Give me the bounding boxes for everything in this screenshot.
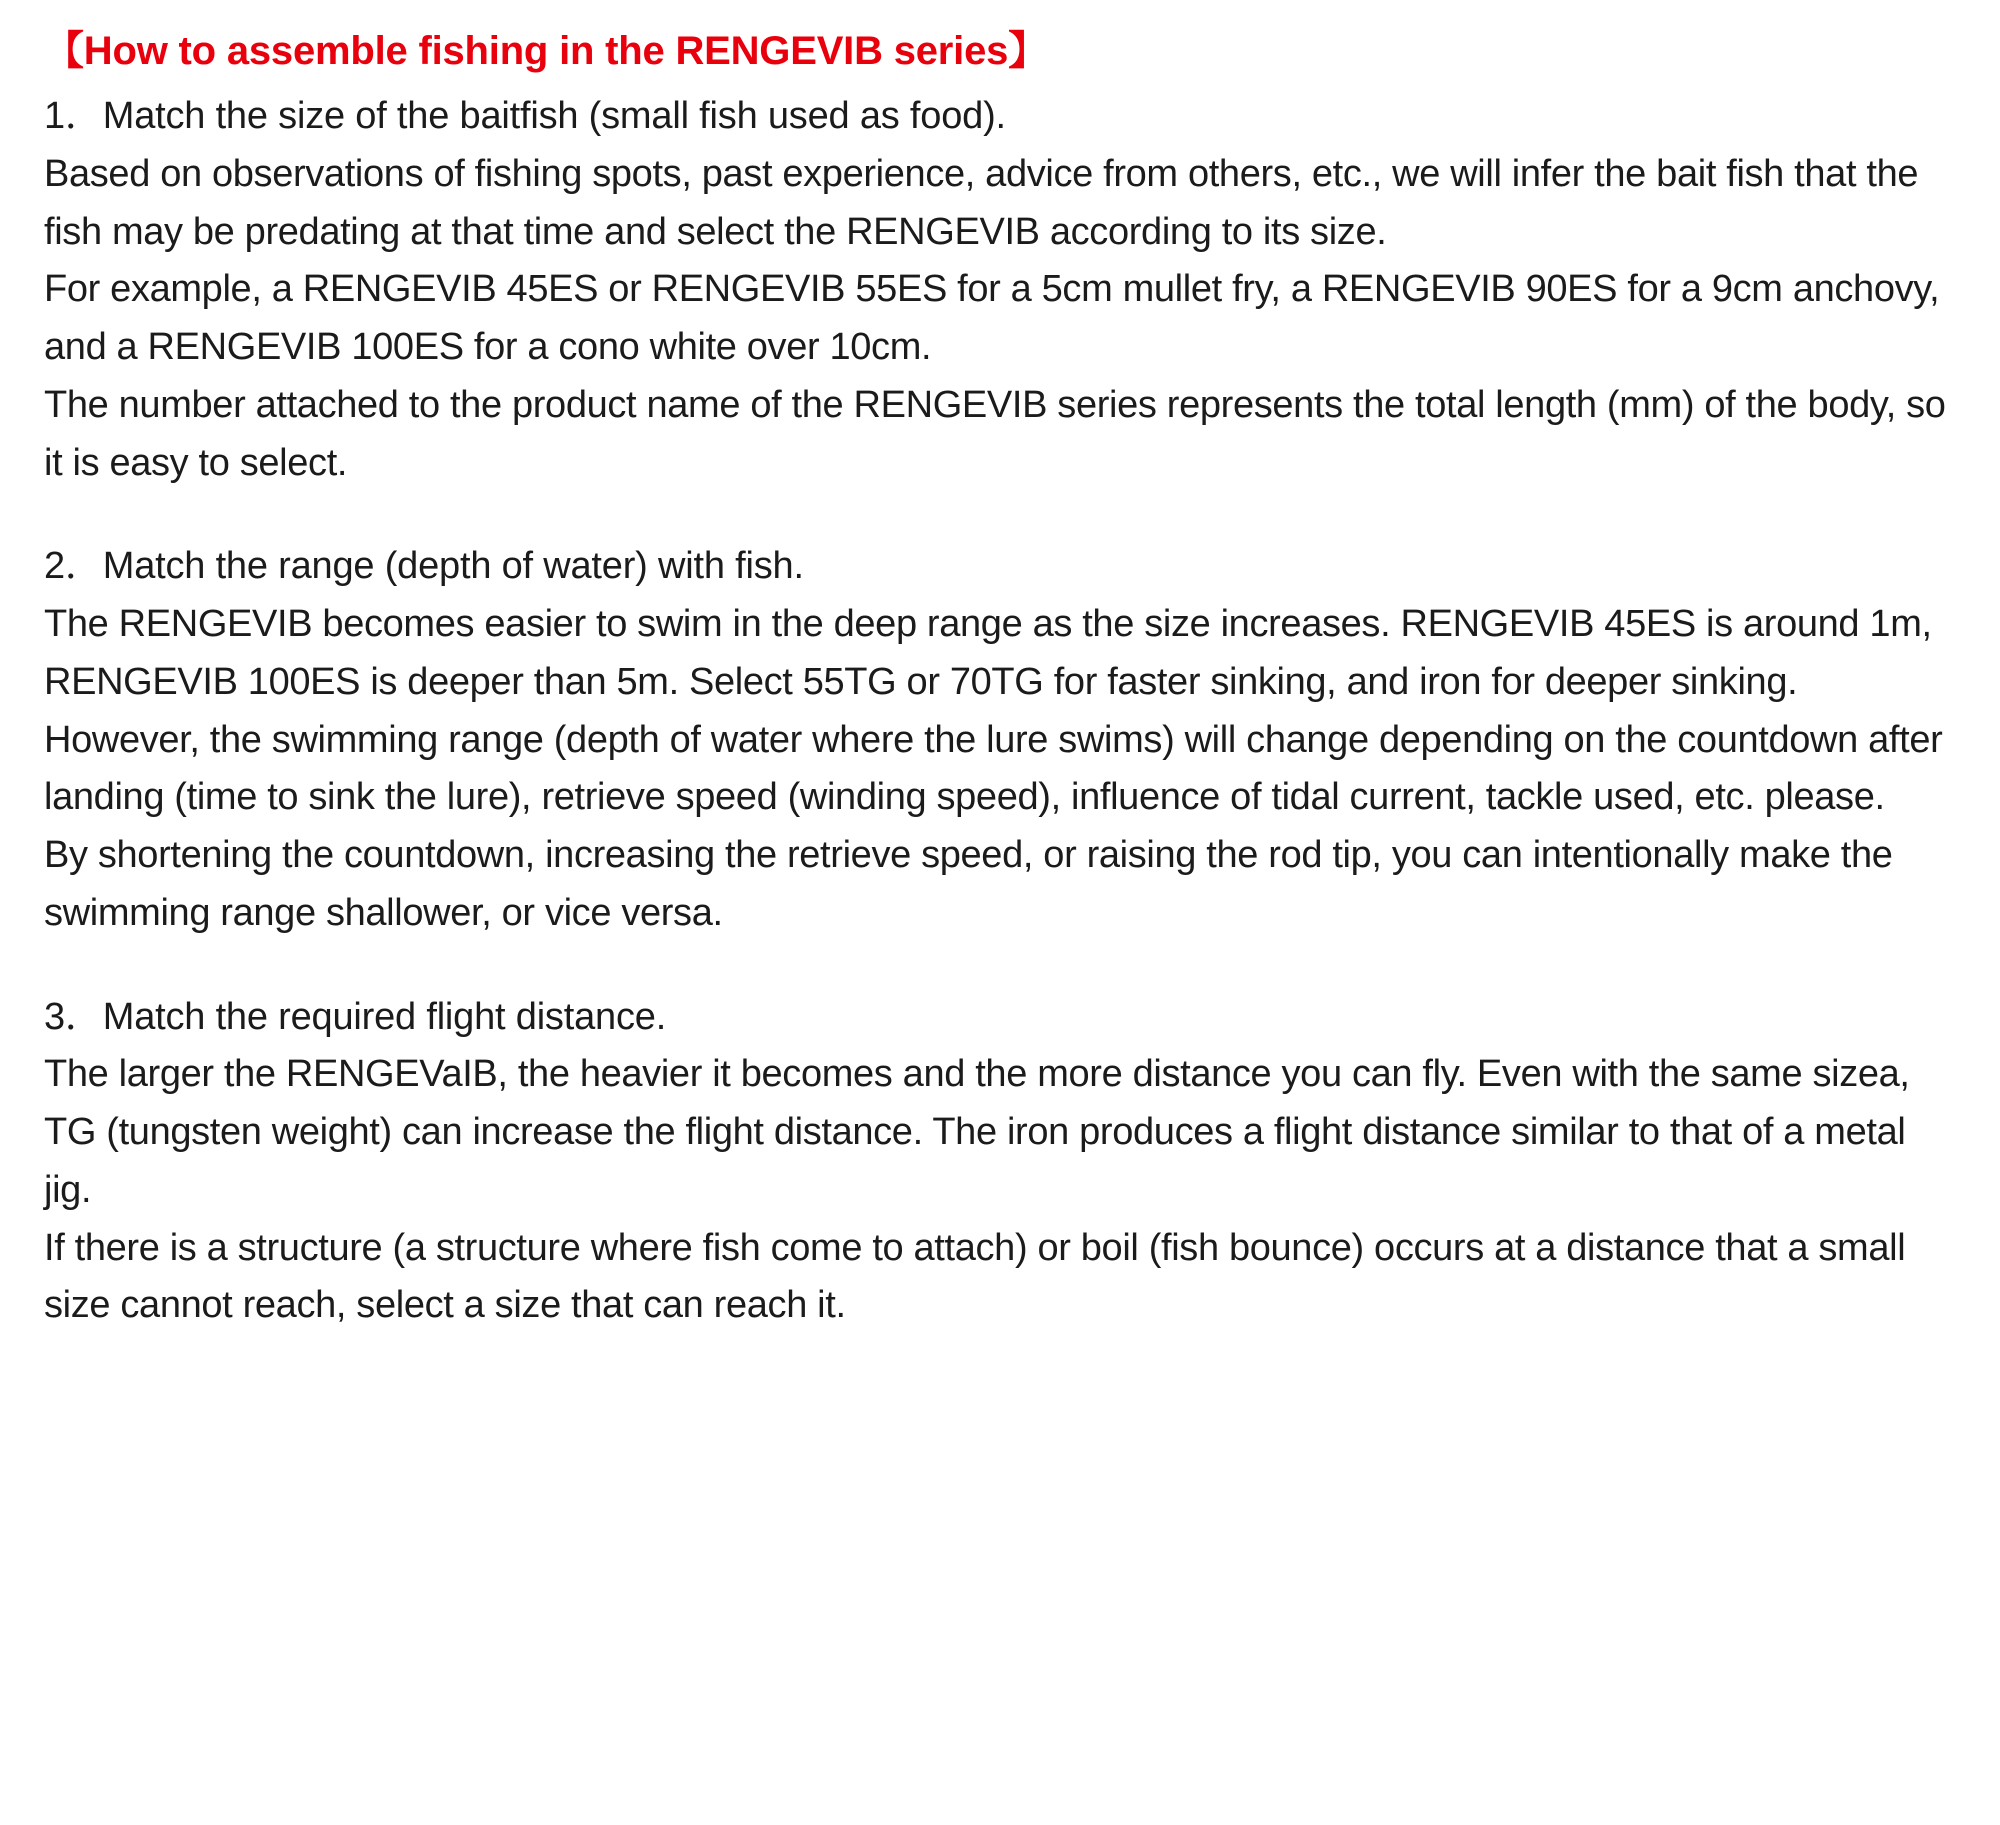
section-1-paragraph-3: The number attached to the product name of the RENGEVIB series represents the total length (mm) of the body, so it is easy to select. — [44, 383, 1946, 484]
section-3-heading: 3．Match the required flight distance. — [44, 995, 667, 1038]
section-3-paragraph-2: If there is a structure (a structure where fish come to attach) or boil (fish bounce) occurs at a distance that a small size cannot reach, select a size that can reach it. — [44, 1226, 1906, 1327]
section-3 — [44, 989, 1956, 1336]
section-2 — [44, 538, 1956, 942]
section-2-heading: 2．Match the range (depth of water) with fish. — [44, 545, 804, 588]
section-1-paragraph-1: Based on observations of fishing spots, past experience, advice from others, etc., we will infer the bait fish that the fish may be predating at that time and select the RENGEVIB according to its size. — [44, 152, 1919, 253]
section-2-paragraph-2: By shortening the countdown, increasing the retrieve speed, or raising the rod tip, you can intentionally make the swimming range shallower, or vice versa. — [44, 834, 1893, 934]
section-1-paragraph-2: For example, a RENGEVIB 45ES or RENGEVIB 55ES for a 5cm mullet fry, a RENGEVIB 90ES for a 9cm anchovy, and a RENGEVIB 100ES for a cono white over 10cm. — [44, 268, 1940, 368]
page-title: 【How to assemble fishing in the RENGEVIB series】 — [44, 29, 1048, 73]
section-2-paragraph-1: The RENGEVIB becomes easier to swim in the deep range as the size increases. RENGEVIB 45ES is around 1m, RENGEVIB 100ES is deeper than 5m. Select 55TG or 70TG for faster sinking, and iron for deeper sinking. However, the swimming range (depth of water where the lure swims) will change depending on the countdown after landing (time to sink the lure), retrieve speed (winding speed), influence of tidal current, tackle used, etc. please. — [44, 603, 1943, 819]
section-1-heading: 1．Match the size of the baitfish (small fish used as food). — [44, 95, 1006, 137]
section-1 — [44, 88, 1956, 492]
section-3-paragraph-1: The larger the RENGEVaIB, the heavier it becomes and the more distance you can fly. Even with the same sizea, TG (tungsten weight) can increase the flight distance. The iron produces a flight distance similar to that of a metal jig. — [44, 1053, 1910, 1211]
